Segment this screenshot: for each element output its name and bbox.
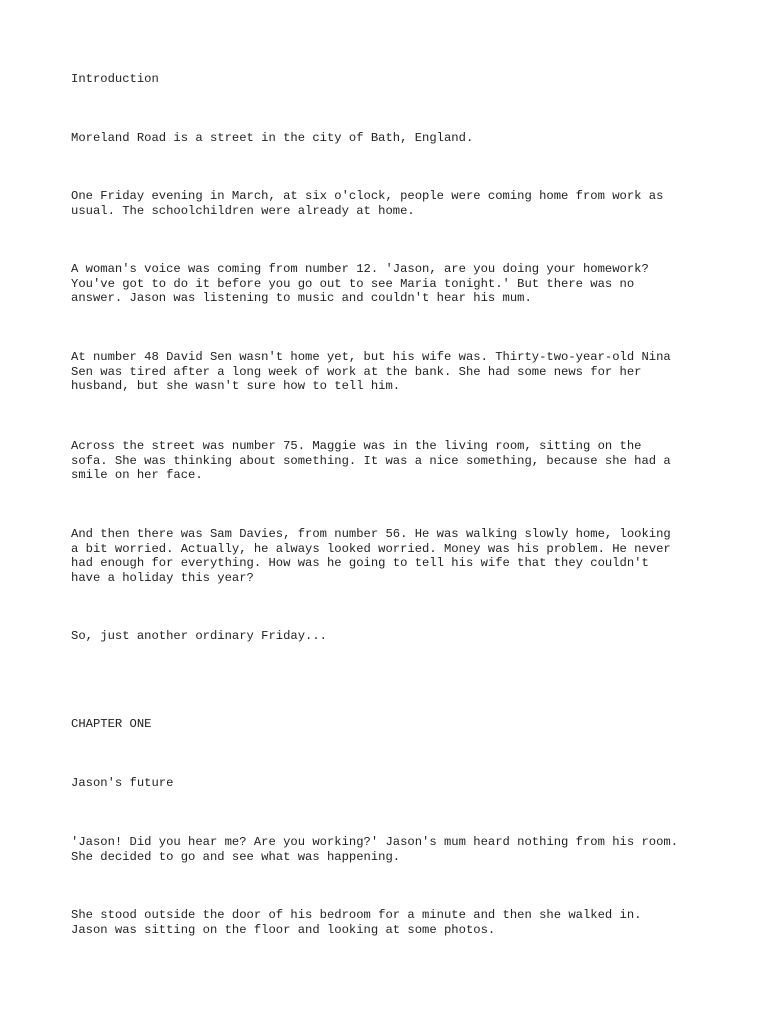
paragraph-number-12: A woman's voice was coming from number 12. 'Jason, are you doing your homework? You've got to do it before you go out to see Maria tonight.' But there was no answer. Jason was listening to music and couldn't hear his mum. xyxy=(71,262,649,306)
paragraph-number-48: At number 48 David Sen wasn't home yet, but his wife was. Thirty-two-year-old Nina Sen was tired after a long week of work at the bank. She had some news for her husband, but she wasn't sure how to tell him. xyxy=(71,350,671,394)
paragraph-moreland-road: Moreland Road is a street in the city of Bath, England. xyxy=(71,131,474,145)
paragraph-number-75: Across the street was number 75. Maggie was in the living room, sitting on the sofa. She was thinking about something. It was a nice something, because she had a smile on her face. xyxy=(71,439,671,483)
chapter-heading: CHAPTER ONE xyxy=(71,717,152,731)
intro-heading: Introduction xyxy=(71,72,159,86)
paragraph-bedroom-door: She stood outside the door of his bedroom for a minute and then she walked in. Jason was sitting on the floor and looking at some photos. xyxy=(71,908,642,937)
paragraph-ordinary-friday: So, just another ordinary Friday... xyxy=(71,629,327,643)
chapter-title: Jason's future xyxy=(71,776,174,790)
paragraph-number-56: And then there was Sam Davies, from number 56. He was walking slowly home, looking a bit worried. Actually, he always looked worried. Money was his problem. He never had enough for everything. How was he going to tell his wife that they couldn't have a holiday this year? xyxy=(71,527,671,585)
paragraph-friday-evening: One Friday evening in March, at six o'clock, people were coming home from work as usual. The schoolchildren were already at home. xyxy=(71,189,664,218)
paragraph-did-you-hear: 'Jason! Did you hear me? Are you working?' Jason's mum heard nothing from his room. She decided to go and see what was happening. xyxy=(71,835,679,864)
